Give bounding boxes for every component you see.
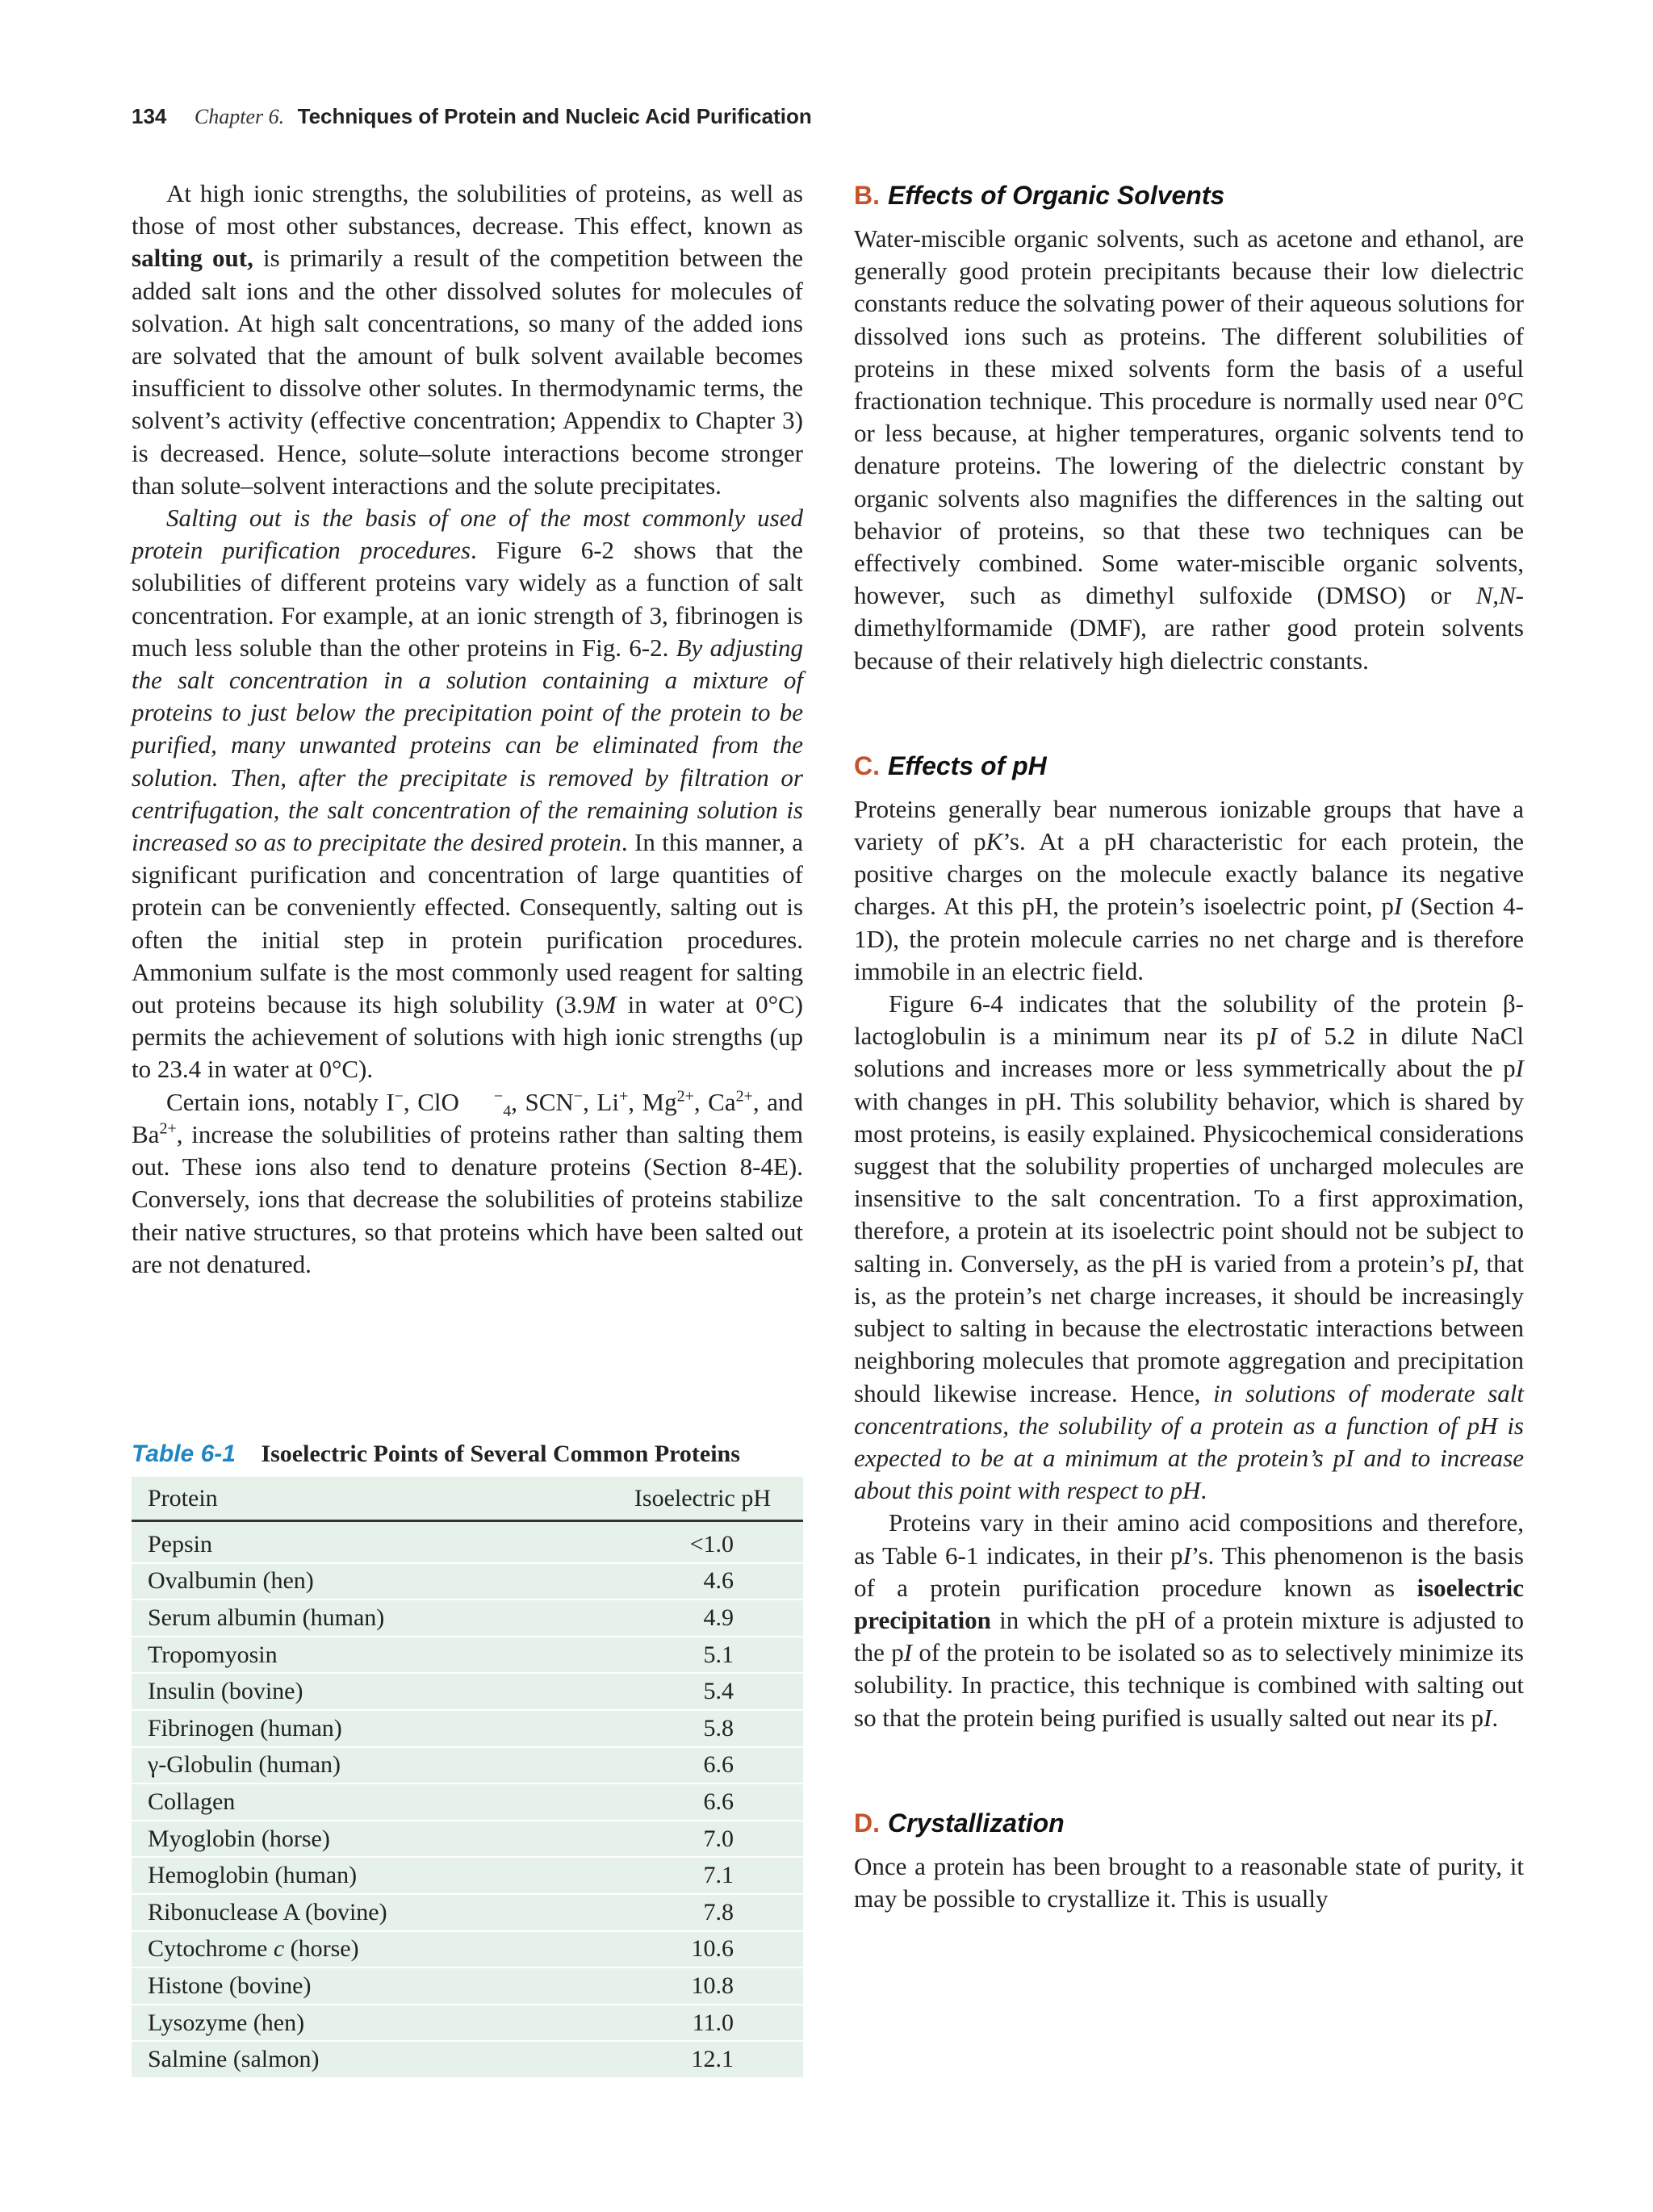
cell-protein: Pepsin [148,1530,213,1558]
table-row [132,1783,803,1821]
left-column [132,178,803,1281]
cell-protein: Lysozyme (hen) [132,2005,531,2042]
cell-isoelectric-ph: 7.1 [531,1857,803,1894]
cell-isoelectric-ph: <1.0 [689,1530,734,1558]
cell-protein: Cytochrome c (horse) [132,1931,531,1968]
cell-isoelectric-ph: 12.1 [531,2041,803,2077]
cell-protein: Myoglobin (horse) [132,1821,531,1858]
cell-protein: Ovalbumin (hen) [132,1563,531,1600]
table-row [132,1710,803,1747]
table-row [132,1599,803,1637]
page-number: 134 [132,104,167,128]
chapter-label: Chapter 6. [194,105,285,128]
section-b-heading: B. Effects of Organic Solvents [854,181,1225,210]
table-row [132,2041,803,2077]
cell-isoelectric-ph: 5.1 [531,1637,803,1674]
table-row [132,1967,803,2005]
paragraph-ph-solubility: Figure 6-4 indicates that the solubility of the protein β-lactoglobulin is a minimum near its pI of 5.2 in dilute NaCl solutions and increases more or less symmetrically about the pI with changes in pH. This solubility behavior, which is shared by most proteins, is easily explained. Physicochemical considerations suggest that the solubility properties of uncharged molecules are insensitive to the salt concentration. To a first approximation, therefore, a protein at its isoelectric point should not be subject to salting in. Conversely, as the pH is varied from a protein’s pI, that is, as the protein’s net charge increases, it should be increasingly subject to salting in because the electrostatic interactions between neighboring molecules that promote aggregation and precipitation should likewise increase. Hence, in solutions of moderate salt concentrations, the solubility of a protein as a function of pH is expected to be at a minimum at the protein’s pI and to increase about this point with respect to pH. [854,989,1524,1505]
cell-isoelectric-ph: 4.6 [531,1563,803,1600]
section-c-heading: C. Effects of pH [854,751,1047,780]
cell-protein: Tropomyosin [132,1637,531,1674]
table-row [132,1637,803,1674]
col-header-protein: Protein [132,1477,531,1521]
paragraph-salting-out-procedure: Salting out is the basis of one of the most commonly used protein purification procedures. Figure 6-2 shows that the solubilities of different proteins vary widely as a function of salt concentration. For example, at an ionic strength of 3, fibrinogen is much less soluble than the other proteins in Fig. 6-2. By adjusting the salt concentration in a solution containing a mixture of proteins to just below the precipitation point of the protein to be purified, many unwanted proteins can be eliminated from the solution. Then, after the precipitate is removed by filtration or centrifugation, the salt concentration of the remaining solution is increased so as to precipitate the desired protein. In this manner, a significant purification and concentration of large quantities of protein can be conveniently effected. Consequently, salting out is often the initial step in protein purification procedures. Ammonium sulfate is the most commonly used reagent for salting out proteins because its high solubility (3.9M in water at 0°C) permits the achievement of solutions with high ionic strengths (up to 23.4 in water at 0°C). [132,504,803,1084]
cell-isoelectric-ph: 4.9 [531,1599,803,1637]
col-header-ph: Isoelectric pH [531,1477,803,1521]
table-row [132,1521,803,1563]
section-d-heading: D. Crystallization [854,1808,1065,1838]
cell-isoelectric-ph: 5.8 [531,1710,803,1747]
cell-isoelectric-ph: 6.6 [531,1783,803,1821]
paragraph-isoelectric-precipitation: Proteins vary in their amino acid compositions and therefore, as Table 6-1 indicates, in their pI’s. This phenomenon is the basis of a protein purification procedure known as isoelectric precipitation in which the pH of a protein mixture is adjusted to the pI of the protein to be isolated so as to selectively minimize its solubility. In practice, this technique is combined with salting out so that the protein being purified is usually salted out near its pI. [854,1508,1524,1732]
cell-protein: Histone (bovine) [132,1967,531,2005]
isoelectric-table [132,1477,803,2077]
paragraph-salting-in-ions: Certain ions, notably I−, ClO −$_4$, SCN−, Li+, $Mg^{2+}$, $Ca^{2+}$, and $Ba^{2+}$, increase the solubilities of proteins rather than salting them out. These ions also tend to denature proteins (Section 8-4E). Conversely, ions that decrease the solubilities of proteins stabilize their native structures, so that proteins which have been salted out are not denatured. [132,1087,803,1278]
right-column [854,178,1524,1915]
cell-protein: Ribonuclease A (bovine) [132,1894,531,1931]
page-header [132,100,1520,132]
cell-isoelectric-ph: 10.8 [531,1967,803,2005]
cell-protein: Collagen [132,1783,531,1821]
paragraph-crystallization: Once a protein has been brought to a reasonable state of purity, it may be possible to crystallize it. This is usually [854,1851,1524,1913]
cell-isoelectric-ph: 10.6 [531,1931,803,1968]
term-salting-out: salting out, [132,244,253,273]
cell-isoelectric-ph: 7.8 [531,1894,803,1931]
cell-protein: Fibrinogen (human) [132,1710,531,1747]
cell-protein: γ-Globulin (human) [132,1747,531,1784]
table-caption [132,1438,803,1470]
cell-isoelectric-ph: 5.4 [531,1673,803,1710]
cell-protein: Hemoglobin (human) [132,1857,531,1894]
table-row [132,1673,803,1710]
table-row [132,1747,803,1784]
table-row [132,1931,803,1968]
table-row [132,1563,803,1600]
cell-protein: Serum albumin (human) [132,1599,531,1637]
cell-isoelectric-ph: 7.0 [531,1821,803,1858]
table-label: Table 6-1 [132,1441,236,1467]
chapter-title: Techniques of Protein and Nucleic Acid Purification [297,104,812,128]
cell-protein: Salmine (salmon) [132,2041,531,2077]
table-row [132,1821,803,1858]
cell-isoelectric-ph: 6.6 [531,1747,803,1784]
table-row [132,1857,803,1894]
cell-isoelectric-ph: 11.0 [531,2005,803,2042]
paragraph-salting-out: At high ionic strengths, the solubilities of proteins, as well as those of most other substances, decrease. This effect, known as salting out, is primarily a result of the competition between the added salt ions and the other dissolved solutes for molecules of solvation. At high salt concentrations, so many of the added ions are solvated that the amount of bulk solvent available becomes insufficient to dissolve other solutes. In thermodynamic terms, the solvent’s activity (effective concentration; Appendix to Chapter 3) is decreased. Hence, solute–solute interactions become stronger than solute–solvent interactions and the solute precipitates. [132,179,803,500]
table-title: Isoelectric Points of Several Common Proteins [261,1441,740,1467]
paragraph-ph-ionizable: Proteins generally bear numerous ionizable groups that have a variety of pK’s. At a pH characteristic for each protein, the positive charges on the molecule exactly balance its negative charges. At this pH, the protein’s isoelectric point, pI (Section 4-1D), the protein molecule carries no net charge and is therefore immobile in an electric field. [854,794,1525,985]
cell-protein: Insulin (bovine) [132,1673,531,1710]
paragraph-organic-solvents: Water-miscible organic solvents, such as acetone and ethanol, are generally good protein precipitants because their low dielectric constants reduce the solvating power of their aqueous solutions for dissolved ions such as proteins. The different solubilities of proteins in these mixed solvents form the basis of a useful fractionation technique. This procedure is normally used near 0°C or less because, at higher temperatures, organic solvents tend to denature proteins. The lowering of the dielectric constant by organic solvents also magnifies the differences in the salting out behavior of proteins, so that these two techniques can be effectively combined. Some water-miscible organic solvents, however, such as dimethyl sulfoxide (DMSO) or N,N-dimethylformamide (DMF), are rather good protein solvents because of their relatively high dielectric constants. [854,224,1524,675]
table-row [132,2005,803,2042]
table-row [132,1894,803,1931]
term-isoelectric-precipitation: isoelectric precipitation [854,1573,1524,1634]
